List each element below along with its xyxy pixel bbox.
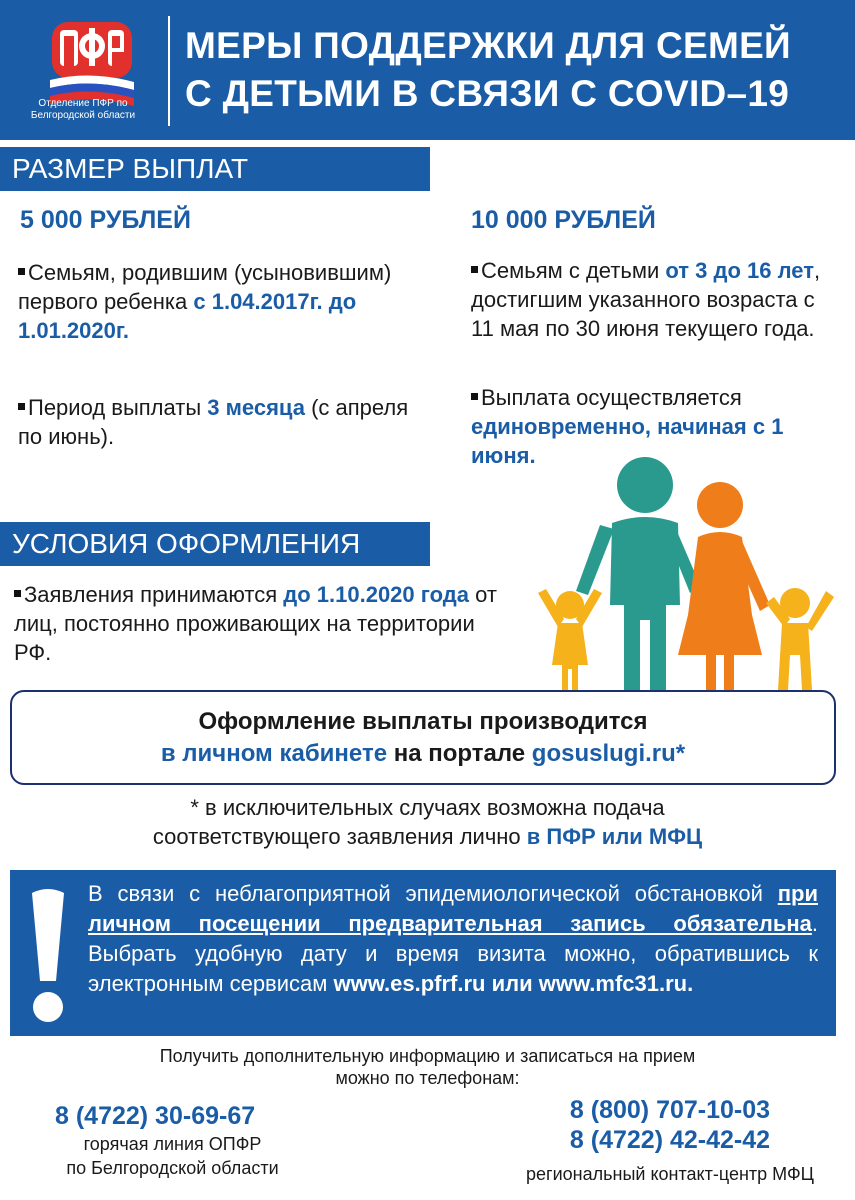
text: (с апреля по июнь). <box>18 395 409 449</box>
personal-account-text: в личном кабинете <box>160 740 388 767</box>
alert-box <box>10 870 836 1036</box>
amount-5000: 5 000 РУБЛЕЙ <box>20 206 191 234</box>
caption-line-2: по Белгородской области <box>66 1158 279 1178</box>
pfr-hotline-caption <box>55 1132 290 1180</box>
title-line-1: МЕРЫ ПОДДЕРЖКИ ДЛЯ СЕМЕЙ <box>185 25 791 66</box>
info-line-1: Получить дополнительную информацию и записаться на прием <box>159 1046 696 1066</box>
conditions-paragraph <box>14 580 514 667</box>
service-links[interactable]: www.es.pfrf.ru или www.mfc31.ru. <box>333 971 694 996</box>
gosuslugi-link[interactable]: gosuslugi.ru* <box>531 740 686 767</box>
mfc-caption: региональный контакт-центр МФЦ <box>526 1164 814 1184</box>
exclamation-icon <box>28 885 68 1025</box>
title-line-2: С ДЕТЬМИ В СВЯЗИ С COVID–19 <box>185 73 790 114</box>
amount-10000: 10 000 РУБЛЕЙ <box>471 206 656 234</box>
text: соответствующего заявления лично <box>152 824 527 849</box>
footnote-line-1: * в исключительных случаях возможна подача <box>190 795 665 820</box>
text: В связи с неблагоприятной эпидемиологической обстановкой <box>88 881 778 906</box>
deadline-highlight: до 1.10.2020 года <box>283 582 469 607</box>
text: Семьям с детьми <box>481 258 666 283</box>
portal-info-box <box>10 690 836 785</box>
text: от лиц, постоянно проживающих на территории РФ. <box>14 582 497 665</box>
logo-caption: Отделение ПФР по Белгородской области <box>30 98 136 121</box>
period-highlight: 3 месяца <box>207 395 305 420</box>
caption-line-1: горячая линия ОПФР <box>83 1134 262 1154</box>
pfr-hotline <box>55 1100 315 1180</box>
text: Семьям, родившим (усыновившим) первого ребенка <box>18 260 392 314</box>
date-range: с 1.04.2017г. до 1.01.2020г. <box>18 289 357 343</box>
section-title-payments: РАЗМЕР ВЫПЛАТ <box>0 147 430 191</box>
right-paragraph-1 <box>471 256 841 343</box>
appointment-required: при личном посещении предварительная запись обязательна <box>88 881 818 936</box>
mfc-contact-center <box>500 1095 840 1187</box>
age-range: от 3 до 16 лет <box>665 258 815 283</box>
text: Выплата осуществляется <box>481 385 742 410</box>
left-paragraph-1 <box>18 258 438 345</box>
left-paragraph-2 <box>18 393 438 451</box>
text: Заявления принимаются <box>24 582 284 607</box>
alert-text <box>88 879 818 999</box>
mfc-phone-number-2[interactable]: 8 (4722) 42-42-42 <box>569 1126 771 1154</box>
text: . Выбрать удобную дату и время визита можно, обратившись к электронным сервисам <box>88 911 818 996</box>
mfc-phone-number-1[interactable]: 8 (800) 707-10-03 <box>569 1096 771 1124</box>
header-banner <box>0 0 855 140</box>
family-illustration <box>530 455 855 695</box>
section-title-conditions: УСЛОВИЯ ОФОРМЛЕНИЯ <box>0 522 430 566</box>
footnote <box>0 793 855 851</box>
portal-line-2 <box>12 738 834 770</box>
pfr-mfc-highlight: в ПФР или МФЦ <box>526 824 703 849</box>
page-title <box>185 22 845 118</box>
header-divider <box>168 16 170 126</box>
info-line-2: можно по телефонам: <box>335 1068 520 1088</box>
text: на портале <box>387 740 532 767</box>
family-icon <box>530 455 855 695</box>
portal-line-1: Оформление выплаты производится <box>198 708 648 735</box>
text: Период выплаты <box>28 395 208 420</box>
one-time-highlight: единовременно, начиная с 1 июня. <box>471 414 784 468</box>
pfr-phone-number[interactable]: 8 (4722) 30-69-67 <box>55 1102 256 1130</box>
footnote-line-2 <box>0 822 855 851</box>
contact-info <box>0 1045 855 1089</box>
text: , достигшим указанного возраста с 11 мая по 30 июня текущего года. <box>471 258 821 341</box>
